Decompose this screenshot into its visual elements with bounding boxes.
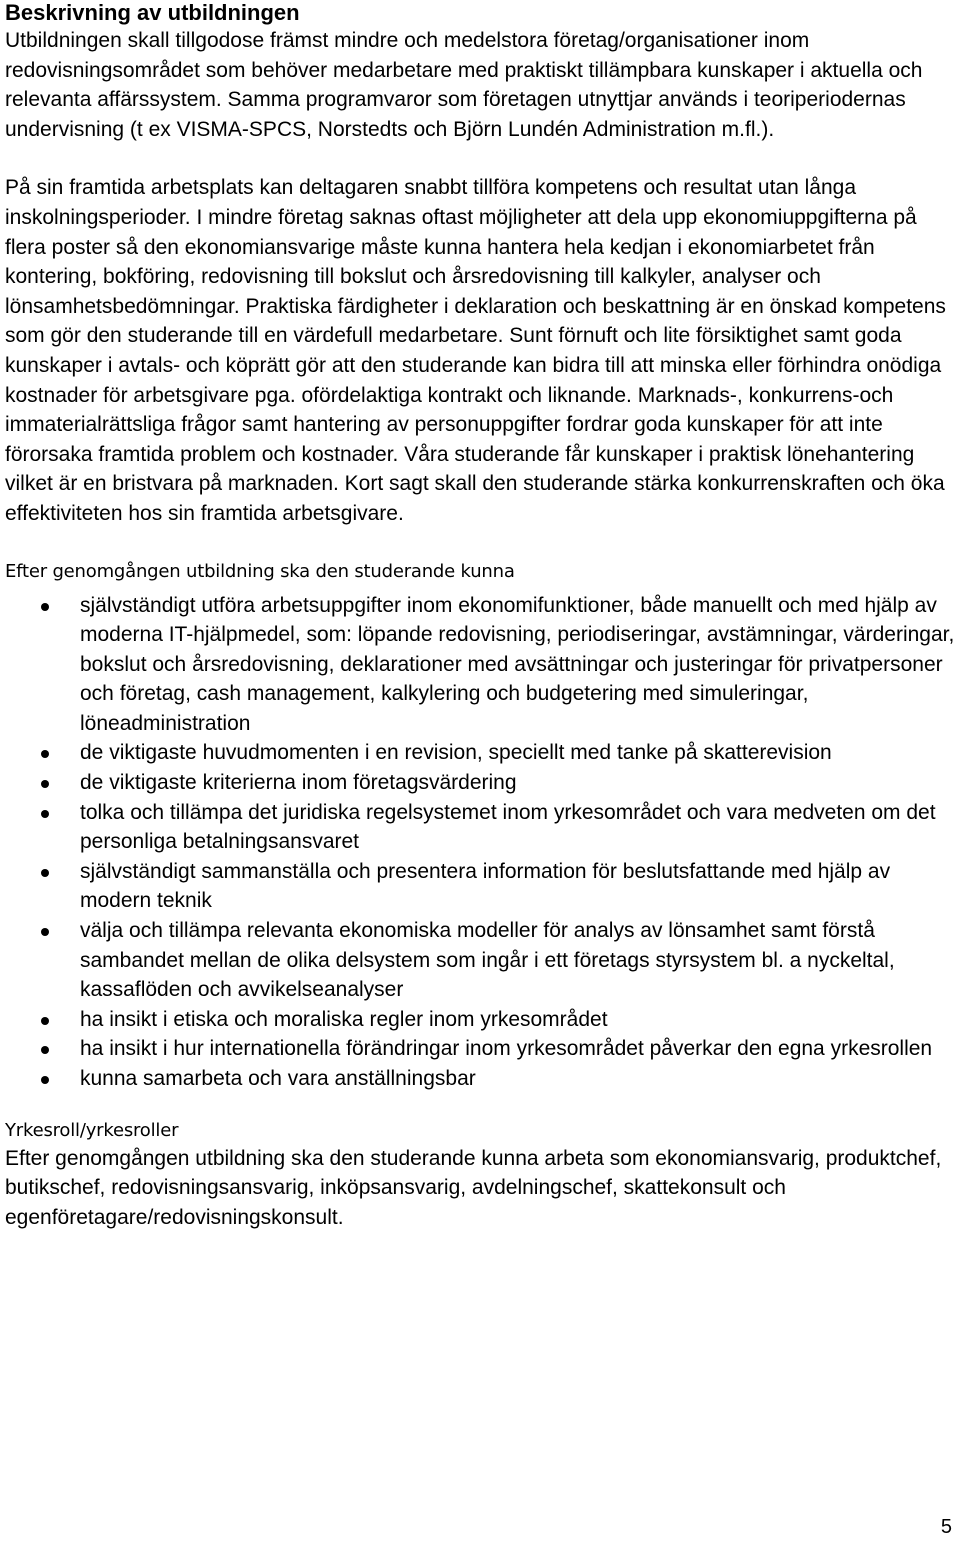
bullet-icon	[41, 1017, 49, 1025]
document-page	[5, 0, 955, 1232]
bullet-icon	[41, 750, 49, 758]
bullet-icon	[41, 1076, 49, 1084]
bullet-icon	[41, 869, 49, 877]
bullet-icon	[41, 810, 49, 818]
bullet-icon	[41, 780, 49, 788]
outcomes-list	[5, 591, 955, 1094]
list-item: välja och tillämpa relevanta ekonomiska modeller för analys av lönsamhet samt förstå sambandet mellan de olika delsystem som ingår i ett företags styrsystem bl. a nyckeltal, kassaflöden och avvikelseanalyser	[5, 916, 955, 1005]
page-number: 5	[940, 1516, 952, 1538]
intro-paragraph: Utbildningen skall tillgodose främst mindre och medelstora företag/organisationer inom redovisningsområdet som behöver medarbetare med praktiskt tillämpbara kunskaper i aktuella och relevanta affärssystem. Samma programvaror som företagen utnyttjar används i teoriperiodernas undervisning (t ex VISMA-SPCS, Norstedts och Björn Lundén Administration m.fl.).	[5, 29, 923, 141]
list-item: ha insikt i etiska och moraliska regler inom yrkesområdet	[5, 1005, 955, 1035]
list-item: kunna samarbeta och vara anställningsbar	[5, 1064, 955, 1094]
list-item: de viktigaste huvudmomenten i en revision, speciellt med tanke på skatterevision	[5, 738, 955, 768]
section-title: Beskrivning av utbildningen	[5, 0, 300, 25]
outcomes-heading: Efter genomgången utbildning ska den studerande kunna	[5, 560, 515, 582]
workplace-paragraph: På sin framtida arbetsplats kan deltagaren snabbt tillföra kompetens och resultat utan långa inskolningsperioder. I mindre företag saknas oftast möjligheter att dela upp ekonomiuppgifterna på flera poster så den ekonomiansvarige måste kunna hantera hela kedjan i ekonomiarbetet från kontering, bokföring, redovisning till bokslut och årsredovisning till kalkyler, analyser och lönsamhetsbedömningar. Praktiska färdigheter i deklaration och beskattning är en önskad kompetens som gör den studerande till en värdefull medarbetare. Sunt förnuft och lite försiktighet samt goda kunskaper i avtals- och köprätt gör att den studerande kan bidra till att minska eller förhindra onödiga kostnader för arbetsgivare pga. ofördelaktiga kontrakt och liknande. Marknads-, konkurrens-och immaterialrättsliga frågor samt hantering av personuppgifter fordrar goda kunskaper för att inte förorsaka framtida problem och kostnader. Våra studerande får kunskaper i praktisk lönehantering vilket är en bristvara på marknaden. Kort sagt skall den studerande stärka konkurrenskraften och öka effektiviteten hos sin framtida arbetsgivare.	[5, 176, 946, 525]
list-item: självständigt utföra arbetsuppgifter inom ekonomifunktioner, både manuellt och med hjälp av moderna IT-hjälpmedel, som: löpande redovisning, periodiseringar, avstämningar, värderingar, bokslut och årsredovisning, deklarationer med avsättningar och justeringar för privatpersoner och företag, cash management, kalkylering och budgetering med simuleringar, löneadministration	[5, 591, 955, 739]
list-item: de viktigaste kriterierna inom företagsvärdering	[5, 768, 955, 798]
bullet-icon	[41, 928, 49, 936]
list-item: tolka och tillämpa det juridiska regelsystemet inom yrkesområdet och vara medveten om det personliga betalningsansvaret	[5, 798, 955, 857]
roles-paragraph: Efter genomgången utbildning ska den studerande kunna arbeta som ekonomiansvarig, produktchef, butikschef, redovisningsansvarig, inköpsansvarig, avdelningschef, skattekonsult och egenföretagare/redovisningskonsult.	[5, 1146, 942, 1229]
list-item: ha insikt i hur internationella förändringar inom yrkesområdet påverkar den egna yrkesrollen	[5, 1034, 955, 1064]
bullet-icon	[41, 603, 49, 611]
roles-heading: Yrkesroll/yrkesroller	[5, 1119, 179, 1141]
bullet-icon	[41, 1046, 49, 1054]
list-item: självständigt sammanställa och presentera information för beslutsfattande med hjälp av modern teknik	[5, 857, 955, 916]
